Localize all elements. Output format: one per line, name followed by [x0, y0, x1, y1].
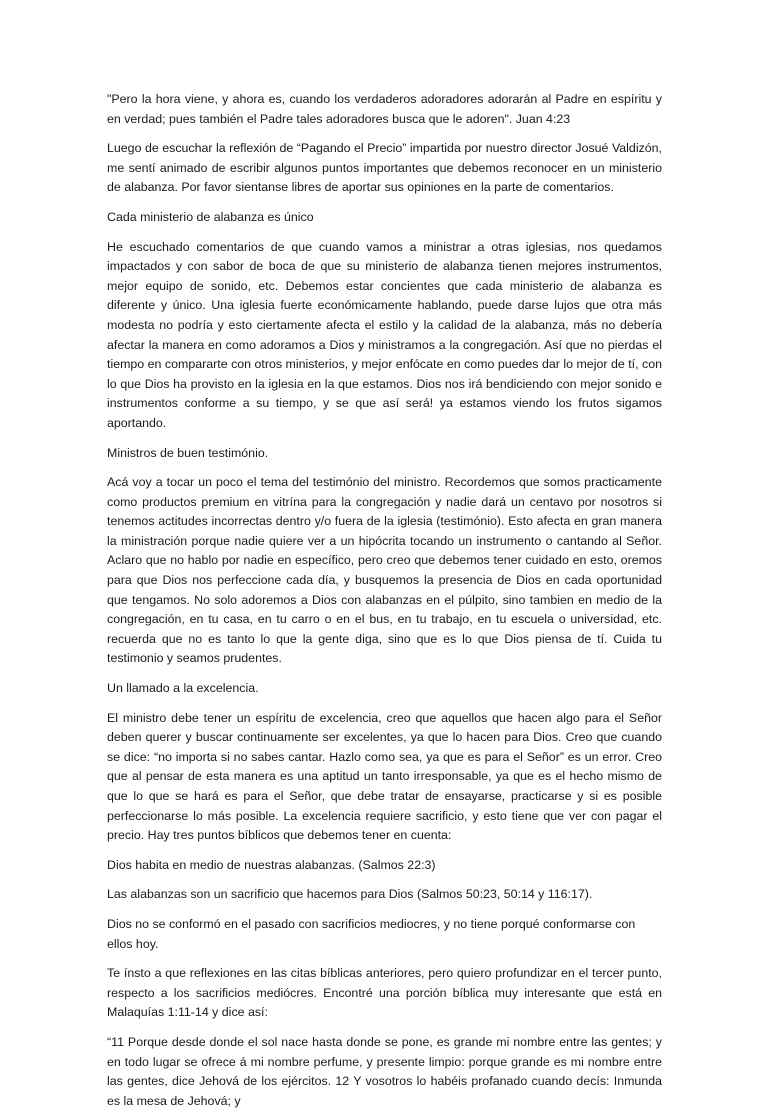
section-heading-unique: Cada ministerio de alabanza es único — [107, 209, 314, 224]
body-paragraph-unique: He escuchado comentarios de que cuando vamos a ministrar a otras iglesias, nos quedamos impactados y con sabor de boca de que su ministerio de alabanza tienen mejores instrumentos, mejor equipo de sonido, etc. Debemos estar concientes que cada ministerio de alabanza es diferente y único. Una iglesia fuerte económicamente hablando, puede darse lujos que otra más modesta no podría y esto ciertamente afecta el estilo y la calidad de la alabanza, más no debería afectar la manera en como adoramos a Dios y ministramos a la congregación. Así que no pierdas el tiempo en compararte con otros ministerios, y mejor enfócate en como puedes dar lo mejor de tí, con lo que Dios ha provisto en la iglesia en la que estamos. Dios nos irá bendiciendo con mejor sonido e instrumentos conforme a su tiempo, y se que así será! ya estamos viendo los frutos sigamos aportando. — [107, 239, 662, 430]
body-paragraph-testimony: Acá voy a tocar un poco el tema del testimónio del ministro. Recordemos que somos practicamente como productos premium en vitrína para la congregación y nadie dará un centavo por nosotros si tenemos actitudes incorrectas dentro y/o fuera de la iglesia (testimónio). Esto afecta en gran manera la ministración porque nadie quiere ver a un hipócrita tocando un instrumento o cantando al Señor. Aclaro que no hablo por nadie en específico, pero creo que debemos tener cuidado en esto, oremos para que Dios nos perfeccione cada día, y busquemos la presencia de Dios en cada oportunidad que tengamos. No solo adoremos a Dios con alabanzas en el púlpito, sino tambien en medio de la congregación, en tu casa, en tu carro o en el bus, en tu trabajo, en tu escuela o universidad, etc. recuerda que no es tanto lo que la gente diga, sino que es lo que Dios piensa de tí. Cuida tu testimonio y seamos prudentes. — [107, 475, 662, 666]
point-paragraph-3: Dios no se conformó en el pasado con sacrificios mediocres, y no tiene porqué conformarse con ellos hoy. — [107, 916, 636, 951]
body-paragraph-reflection: Te ínsto a que reflexiones en las citas bíblicas anteriores, pero quiero profundizar en el tercer punto, respecto a los sacrificios mediócres. Encontré una porción bíblica muy interesante que está en Malaquías 1:11-14 y dice así: — [107, 966, 662, 1020]
point-paragraph-2: Las alabanzas son un sacrificio que hacemos para Dios (Salmos 50:23, 50:14 y 116:17). — [107, 887, 593, 902]
section-heading-testimony: Ministros de buen testimónio. — [107, 445, 269, 460]
point-paragraph-1: Dios habita en medio de nuestras alabanzas. (Salmos 22:3) — [107, 857, 436, 872]
body-paragraph-excellence: El ministro debe tener un espíritu de excelencia, creo que aquellos que hacen algo para el Señor deben querer y buscar continuamente ser excelentes, ya que lo hacen para Dios. Creo que cuando se dice: “no importa si no sabes cantar. Hazlo como sea, ya que es para el Señor” es un error. Creo que al pensar de esta manera es una aptitud un tanto irresponsable, ya que es el hecho mismo de que lo que se hará es para el Señor, que debe tratar de ensayarse, practicarse y si es posible perfeccionarse lo más posible. La excelencia requiere sacrificio, y esto tiene que ver con pagar el precio. Hay tres puntos bíblicos que debemos tener en cuenta: — [107, 710, 662, 843]
intro-paragraph: Luego de escuchar la reflexión de “Pagando el Precio” impartida por nuestro director Josué Valdizón, me sentí animado de escribir algunos puntos importantes que debemos reconocer en un ministerio de alabanza. Por favor sientanse libres de aportar sus opiniones en la parte de comentarios. — [107, 141, 662, 195]
quote-paragraph: "Pero la hora viene, y ahora es, cuando los verdaderos adoradores adorarán al Padre en espíritu y en verdad; pues también el Padre tales adoradores busca que le adoren". Juan 4:23 — [107, 92, 662, 126]
section-heading-excellence: Un llamado a la excelencia. — [107, 681, 259, 696]
scripture-paragraph: “11 Porque desde donde el sol nace hasta donde se pone, es grande mi nombre entre las gentes; y en todo lugar se ofrece á mi nombre perfume, y presente limpio: porque grande es mi nombre entre las gentes, dice Jehová de los ejércitos. 12 Y vosotros lo habéis profanado cuando decís: Inmunda es la mesa de Jehová; y — [107, 1034, 662, 1108]
